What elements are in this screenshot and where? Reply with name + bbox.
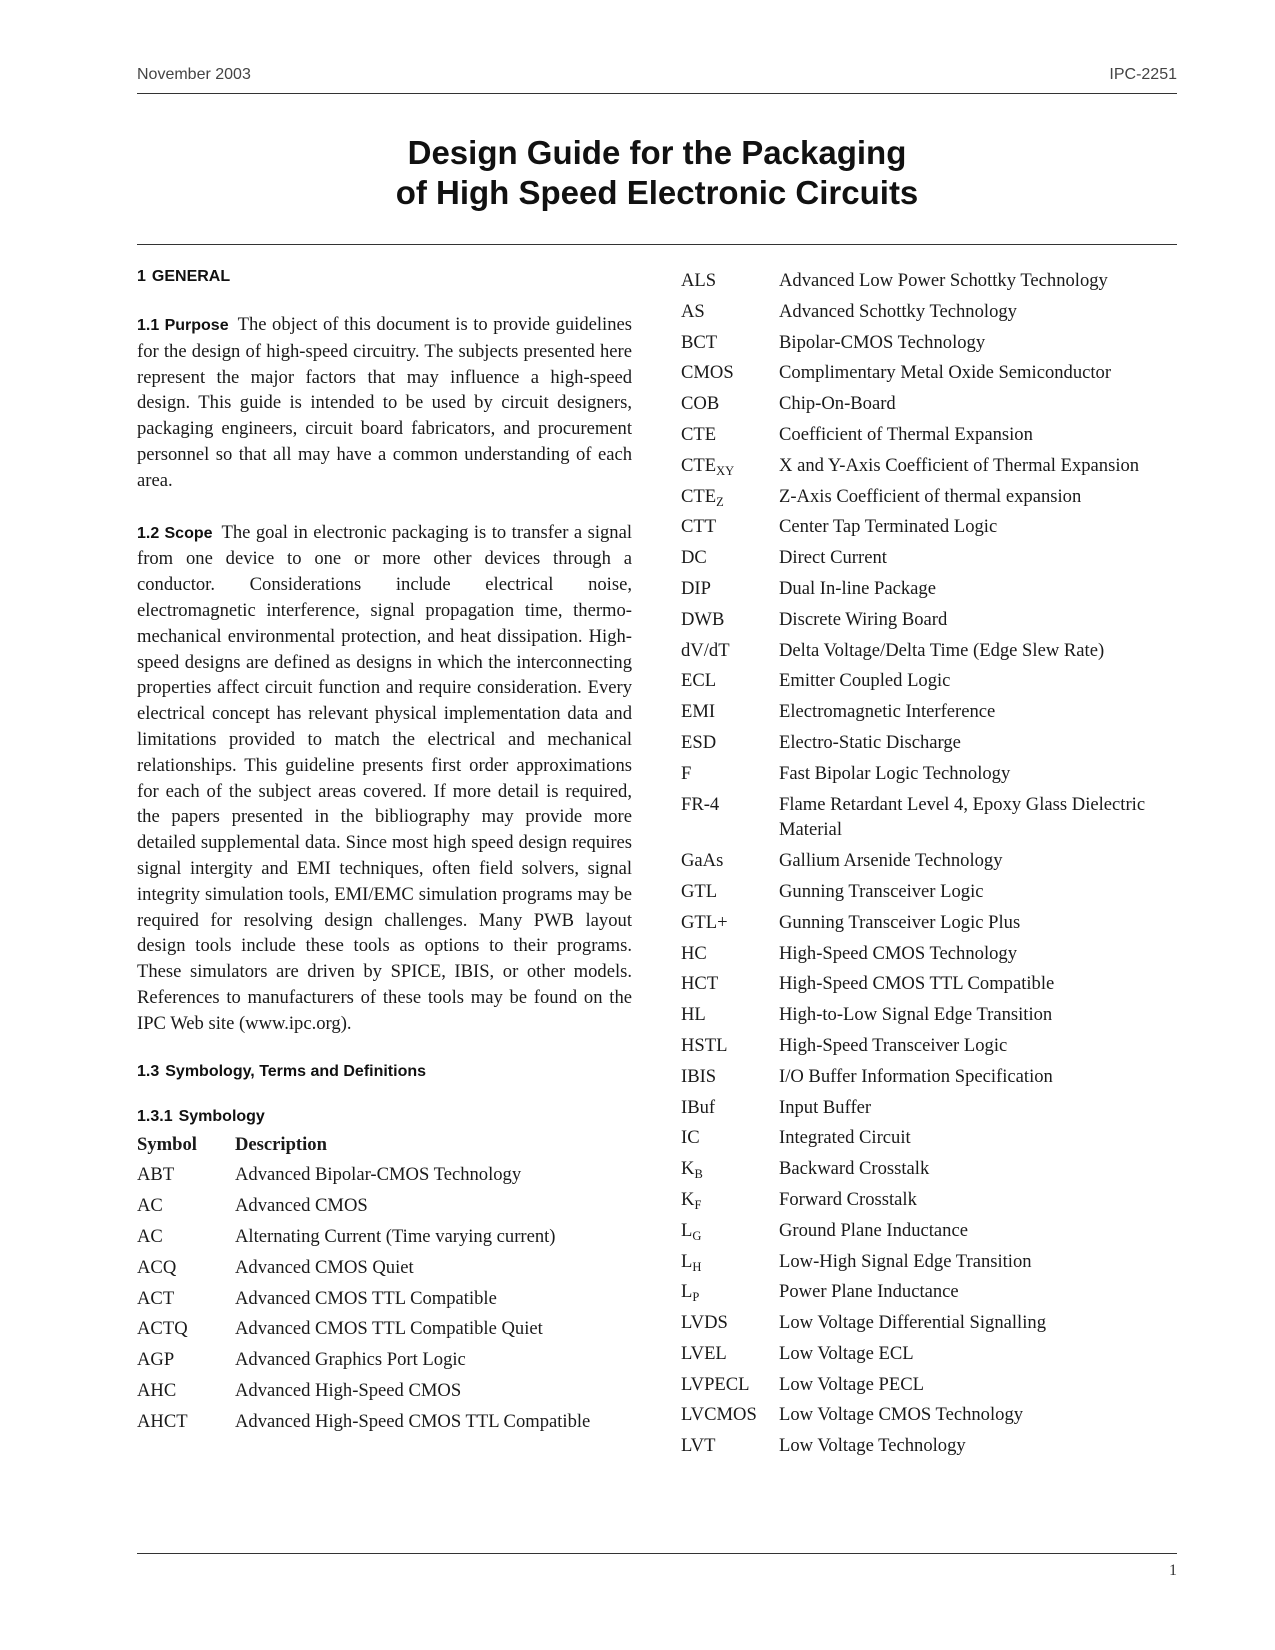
symbol-text: F xyxy=(681,762,692,784)
symbol-subscript: F xyxy=(694,1197,702,1212)
table-row xyxy=(137,1286,632,1312)
symbol-text: HCT xyxy=(681,973,719,995)
section-heading-symbology xyxy=(137,1108,632,1126)
symbol-cell xyxy=(681,699,715,725)
table-row xyxy=(681,1341,1177,1367)
symbol-text: FR-4 xyxy=(681,793,720,815)
description-cell: Advanced High-Speed CMOS xyxy=(235,1379,462,1401)
symbol-text: DC xyxy=(681,547,707,569)
symbol-cell xyxy=(681,1002,706,1028)
description-cell: I/O Buffer Information Specification xyxy=(779,1065,1053,1087)
table-row xyxy=(137,1224,632,1250)
symbol-text: AS xyxy=(681,300,705,322)
description-cell: Electromagnetic Interference xyxy=(779,701,996,723)
header-doc-id: IPC-2251 xyxy=(1109,66,1177,83)
symbol-text: AGP xyxy=(137,1349,175,1371)
symbol-cell xyxy=(137,1193,163,1219)
scope-paragraph xyxy=(137,520,632,1037)
right-column xyxy=(681,268,1177,1459)
purpose-heading: 1.1 Purpose xyxy=(137,317,229,334)
title-rule xyxy=(137,244,1177,245)
table-row xyxy=(681,484,1177,510)
table-header-row xyxy=(137,1132,632,1158)
symbol-column-header: Symbol xyxy=(137,1133,197,1155)
symbol-text: CMOS xyxy=(681,362,734,384)
description-cell: X and Y-Axis Coefficient of Thermal Expansion xyxy=(779,454,1140,476)
symbol-text: AC xyxy=(137,1225,163,1247)
symbol-text: AHCT xyxy=(137,1410,188,1432)
header-rule xyxy=(137,93,1177,94)
purpose-text: The object of this document is to provide guidelines for the design of high-speed circuitry. The subjects presented here represent the major factors that may influence a high-speed design. This guide is intended to be used by circuit designers, packaging engineers, circuit board fabricators, and procurement personnel so that all may have a common understanding of each area. xyxy=(137,314,632,491)
table-row xyxy=(681,1372,1177,1398)
symbol-cell xyxy=(681,1249,701,1275)
table-row xyxy=(681,792,1177,844)
table-row xyxy=(681,638,1177,664)
symbol-cell xyxy=(137,1316,188,1342)
table-row xyxy=(681,1279,1177,1305)
symbol-text: L xyxy=(681,1281,693,1303)
description-cell: Advanced Low Power Schottky Technology xyxy=(779,270,1108,291)
table-row xyxy=(681,607,1177,633)
description-cell: Fast Bipolar Logic Technology xyxy=(779,762,1011,784)
symbol-text: ACQ xyxy=(137,1256,177,1278)
description-cell: Discrete Wiring Board xyxy=(779,608,948,630)
table-row xyxy=(137,1162,632,1188)
table-row xyxy=(681,1125,1177,1151)
table-row xyxy=(681,1433,1177,1459)
table-row xyxy=(681,422,1177,448)
description-cell: Complimentary Metal Oxide Semiconductor xyxy=(779,362,1112,384)
symbol-cell xyxy=(137,1162,174,1188)
symbol-cell xyxy=(681,299,705,325)
table-row xyxy=(681,730,1177,756)
table-row xyxy=(681,1002,1177,1028)
symbol-cell xyxy=(681,1402,757,1428)
description-cell: Flame Retardant Level 4, Epoxy Glass Dielectric Material xyxy=(779,793,1146,841)
page-title xyxy=(137,133,1177,213)
symbol-cell xyxy=(681,730,716,756)
symbol-cell xyxy=(681,576,711,602)
title-line-1: Design Guide for the Packaging xyxy=(407,134,907,171)
symbol-text: IBuf xyxy=(681,1096,716,1118)
table-row xyxy=(681,910,1177,936)
table-row xyxy=(137,1378,632,1404)
symbol-cell xyxy=(137,1378,176,1404)
table-row xyxy=(681,1156,1177,1182)
symbol-subscript: XY xyxy=(716,463,735,478)
symbol-cell xyxy=(137,1224,163,1250)
description-cell: Input Buffer xyxy=(779,1096,872,1118)
symbol-text: ESD xyxy=(681,731,717,753)
description-cell: Low Voltage ECL xyxy=(779,1342,914,1364)
symbol-text: LVT xyxy=(681,1435,716,1457)
section-heading-symbology-terms xyxy=(137,1063,632,1081)
table-row xyxy=(681,1033,1177,1059)
symbol-text: LVDS xyxy=(681,1312,728,1334)
symbol-text: AC xyxy=(137,1195,163,1217)
symbol-text: HL xyxy=(681,1004,706,1026)
table-row xyxy=(681,1402,1177,1428)
description-cell: Direct Current xyxy=(779,547,887,569)
table-row xyxy=(681,848,1177,874)
table-row xyxy=(137,1255,632,1281)
section-number: 1.3.1 xyxy=(137,1107,173,1125)
symbol-cell xyxy=(681,1372,750,1398)
table-row xyxy=(681,268,1177,294)
table-row xyxy=(681,879,1177,905)
symbol-text: ABT xyxy=(137,1164,175,1186)
symbol-text: HSTL xyxy=(681,1034,728,1056)
symbol-text: GTL xyxy=(681,880,718,902)
description-cell: Advanced CMOS xyxy=(235,1195,368,1217)
description-cell: Low Voltage Technology xyxy=(779,1435,966,1457)
symbol-text: COB xyxy=(681,393,720,415)
description-cell: High-Speed CMOS TTL Compatible xyxy=(779,973,1055,995)
table-row xyxy=(681,453,1177,479)
page-number: 1 xyxy=(1169,1562,1177,1579)
description-cell: Coefficient of Thermal Expansion xyxy=(779,423,1033,445)
symbol-cell xyxy=(681,391,719,417)
scope-text: The goal in electronic packaging is to transfer a signal from one device to one or more other devices through a conductor. Considerations include electrical noise, electromagnetic interference, signal propagation time, thermo-mechanical environmental protection, and heat dissipation. High-speed designs are defined as designs in which the interconnecting properties affect circuit function and require consideration. Every electrical concept has relevant physical implementation data and limitations provided to match the electrical and mechanical relationships. This guideline presents first order approximations for each of the subject areas covered. If more detail is required, the papers presented in the bibliography may provide more detailed supplemental data. Since most high speed design requires signal intergity and EMI techniques, often field solvers, signal integrity simulation tools, EMI/EMC simulation programs may be required for resolving design challenges. Many PWB layout design tools include these tools as options to their programs. These simulators are driven by SPICE, IBIS, or other models. References to manufacturers of these tools may be found on the IPC Web site (www.ipc.org). xyxy=(137,521,633,1034)
title-line-2: of High Speed Electronic Circuits xyxy=(395,174,919,211)
table-row xyxy=(681,699,1177,725)
symbol-text: ACTQ xyxy=(137,1318,188,1340)
header-date: November 2003 xyxy=(137,66,251,83)
table-row xyxy=(137,1193,632,1219)
description-cell: Backward Crosstalk xyxy=(779,1158,930,1180)
description-cell: Integrated Circuit xyxy=(779,1127,911,1149)
symbol-cell xyxy=(137,1286,174,1312)
symbol-subscript: P xyxy=(692,1290,700,1305)
table-row xyxy=(681,1310,1177,1336)
symbol-cell xyxy=(681,1187,701,1213)
symbol-cell xyxy=(681,1279,699,1305)
description-column-header: Description xyxy=(235,1133,327,1155)
description-cell: Low Voltage Differential Signalling xyxy=(779,1312,1046,1334)
symbol-text: ACT xyxy=(137,1287,175,1309)
symbol-text: HC xyxy=(681,942,707,964)
symbol-subscript: B xyxy=(694,1167,703,1182)
description-cell: Electro-Static Discharge xyxy=(779,731,961,753)
description-cell: High-to-Low Signal Edge Transition xyxy=(779,1004,1053,1026)
description-cell: Advanced CMOS TTL Compatible xyxy=(235,1287,497,1309)
table-row xyxy=(681,1187,1177,1213)
description-cell: Gunning Transceiver Logic Plus xyxy=(779,911,1021,933)
table-row xyxy=(681,299,1177,325)
symbol-cell xyxy=(681,1125,700,1151)
description-cell: Center Tap Terminated Logic xyxy=(779,516,998,538)
table-row xyxy=(681,360,1177,386)
section-label: Symbology, Terms and Definitions xyxy=(165,1062,427,1080)
symbol-cell xyxy=(681,360,734,386)
description-cell: Alternating Current (Time varying current) xyxy=(235,1225,556,1247)
symbol-cell xyxy=(681,1310,728,1336)
symbol-text: K xyxy=(681,1158,695,1180)
symbol-text: GaAs xyxy=(681,850,724,872)
symbol-cell xyxy=(681,1064,716,1090)
section-heading-general xyxy=(137,268,632,286)
section-number: 1 xyxy=(137,268,146,285)
symbol-text: AHC xyxy=(137,1379,177,1401)
symbol-cell xyxy=(681,848,723,874)
symbol-cell xyxy=(681,422,716,448)
table-row xyxy=(681,971,1177,997)
description-cell: Advanced High-Speed CMOS TTL Compatible xyxy=(235,1410,591,1432)
symbol-text: ECL xyxy=(681,670,717,692)
description-cell: Power Plane Inductance xyxy=(779,1281,959,1303)
symbology-table-left xyxy=(137,1132,632,1435)
table-row xyxy=(681,1218,1177,1244)
symbol-text: BCT xyxy=(681,331,718,353)
symbol-cell xyxy=(681,971,718,997)
description-cell: High-Speed Transceiver Logic xyxy=(779,1034,1008,1056)
symbol-text: IC xyxy=(681,1127,700,1149)
symbol-text: K xyxy=(681,1188,695,1210)
symbol-cell xyxy=(681,1156,703,1182)
symbol-cell xyxy=(681,330,717,356)
symbol-cell xyxy=(681,1095,715,1121)
symbol-text: IBIS xyxy=(681,1065,717,1087)
section-label: GENERAL xyxy=(151,268,231,285)
running-header xyxy=(137,64,1177,94)
description-cell: Bipolar-CMOS Technology xyxy=(779,331,986,353)
scope-heading: 1.2 Scope xyxy=(137,524,213,542)
symbol-text: GTL+ xyxy=(681,911,728,933)
symbology-table-right xyxy=(681,268,1177,1459)
symbol-text: EMI xyxy=(681,701,716,723)
table-row xyxy=(681,545,1177,571)
symbol-text: CTE xyxy=(681,454,717,476)
symbol-cell xyxy=(681,1433,715,1459)
symbol-cell xyxy=(681,1218,701,1244)
symbol-cell xyxy=(681,1341,727,1367)
description-cell: Emitter Coupled Logic xyxy=(779,670,951,692)
symbol-text: LVEL xyxy=(681,1342,727,1364)
symbol-cell xyxy=(137,1255,176,1281)
symbol-cell xyxy=(681,638,730,664)
symbol-subscript: Z xyxy=(716,494,724,509)
table-row xyxy=(681,1095,1177,1121)
symbol-subscript: H xyxy=(692,1259,702,1274)
purpose-paragraph xyxy=(137,312,632,494)
symbol-subscript: G xyxy=(692,1228,702,1243)
symbol-cell xyxy=(681,607,724,633)
table-row xyxy=(137,1347,632,1373)
symbol-text: CTT xyxy=(681,516,717,538)
table-row xyxy=(681,941,1177,967)
description-cell: Low-High Signal Edge Transition xyxy=(779,1250,1032,1272)
description-cell: Low Voltage PECL xyxy=(779,1373,924,1395)
symbol-text: LVCMOS xyxy=(681,1404,757,1426)
description-cell: Advanced Graphics Port Logic xyxy=(235,1349,466,1371)
table-row xyxy=(137,1409,632,1435)
symbol-cell xyxy=(681,453,734,479)
description-cell: Delta Voltage/Delta Time (Edge Slew Rate) xyxy=(779,639,1105,661)
table-row xyxy=(681,330,1177,356)
description-cell: Forward Crosstalk xyxy=(779,1188,917,1210)
description-cell: Gunning Transceiver Logic xyxy=(779,880,984,902)
description-cell: Low Voltage CMOS Technology xyxy=(779,1404,1024,1426)
description-cell: Advanced CMOS TTL Compatible Quiet xyxy=(235,1318,543,1340)
table-row xyxy=(681,514,1177,540)
document-page xyxy=(137,0,1177,1650)
symbol-cell xyxy=(681,1033,727,1059)
symbol-cell xyxy=(681,514,716,540)
symbol-cell xyxy=(681,668,716,694)
description-cell: Advanced CMOS Quiet xyxy=(235,1256,414,1278)
table-row xyxy=(681,1064,1177,1090)
symbol-rows-right xyxy=(681,268,1177,1459)
symbol-text: L xyxy=(681,1250,693,1272)
table-row xyxy=(681,576,1177,602)
footer-rule xyxy=(137,1553,1177,1554)
table-row xyxy=(681,668,1177,694)
symbol-cell xyxy=(681,545,707,571)
section-label: Symbology xyxy=(178,1107,265,1125)
description-cell: Chip-On-Board xyxy=(779,393,896,415)
symbol-cell xyxy=(137,1409,188,1435)
table-row xyxy=(681,391,1177,417)
description-cell: Gallium Arsenide Technology xyxy=(779,850,1003,872)
symbol-text: DIP xyxy=(681,577,711,599)
description-cell: Dual In-line Package xyxy=(779,577,936,599)
symbol-cell xyxy=(681,761,691,787)
description-cell: Advanced Bipolar-CMOS Technology xyxy=(235,1164,522,1186)
symbol-cell xyxy=(681,268,716,294)
left-column xyxy=(137,268,632,1434)
symbol-text: ALS xyxy=(681,270,717,291)
table-row xyxy=(137,1316,632,1342)
symbol-cell xyxy=(681,910,728,936)
symbol-cell xyxy=(681,879,717,905)
table-row xyxy=(681,1249,1177,1275)
description-cell: Advanced Schottky Technology xyxy=(779,300,1017,322)
symbol-rows-left xyxy=(137,1162,632,1434)
symbol-text: CTE xyxy=(681,485,717,507)
description-cell: Ground Plane Inductance xyxy=(779,1219,968,1241)
section-number: 1.3 xyxy=(137,1062,160,1080)
symbol-text: LVPECL xyxy=(681,1373,750,1395)
symbol-text: dV/dT xyxy=(681,639,730,661)
symbol-cell xyxy=(137,1347,174,1373)
symbol-cell xyxy=(681,941,707,967)
table-row xyxy=(681,761,1177,787)
description-cell: Z-Axis Coefficient of thermal expansion xyxy=(779,485,1082,507)
symbol-cell xyxy=(681,792,719,818)
symbol-text: L xyxy=(681,1219,693,1241)
symbol-text: CTE xyxy=(681,423,717,445)
description-cell: High-Speed CMOS Technology xyxy=(779,942,1017,964)
symbol-cell xyxy=(681,484,724,510)
symbol-text: DWB xyxy=(681,608,725,630)
